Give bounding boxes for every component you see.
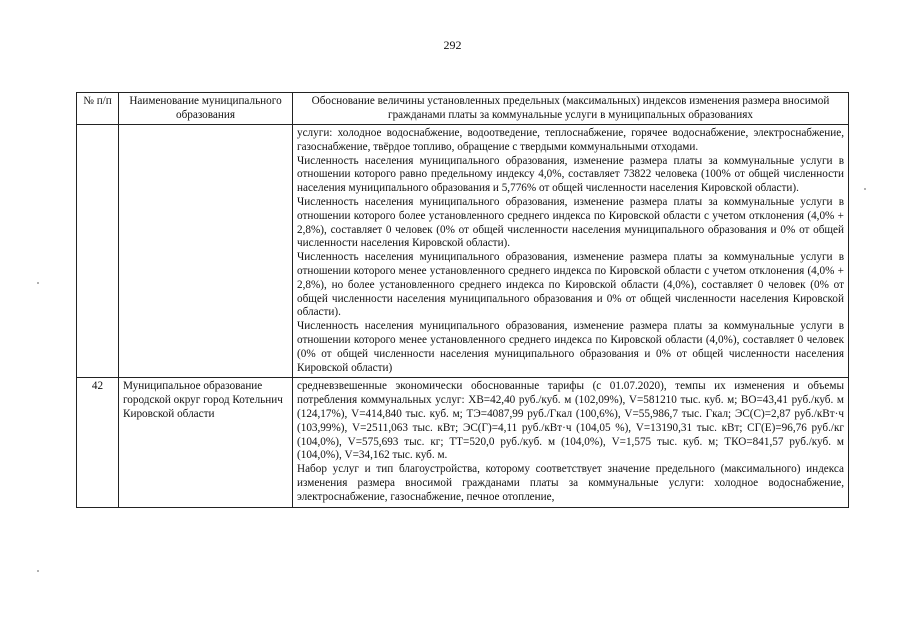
row-justification [293,378,849,507]
scan-speck [864,188,866,190]
justification-paragraph: средневзвешенные экономически обоснованные тарифы (с 01.07.2020), темпы их изменения и объемы потребления коммунальных услуг: ХВ=42,40 руб./куб. м (102,09%), V=581210 тыс. куб. м; ВО=43,41 руб./куб. м (124,17%), V=414,840 тыс. куб. м; ТЭ=4087,99 руб./Гкал (100,6%), V=55,986,7 тыс. Гкал; ЭС(С)=2,87 руб./кВт·ч (103,99%), V=2511,063 тыс. кВт; ЭС(Г)=4,11 руб./кВт·ч (104,05 %), V=13190,31 тыс. кВт; СГ(Е)=96,76 руб./кг (104,0%), V=575,693 тыс. кг; ТТ=520,0 руб./куб. м (104,0%), V=1,575 тыс. куб. м; ТКО=841,57 руб./куб. м (104,0%), V=34,162 тыс. куб. м. [297,380,844,462]
header-number: № п/п [77,93,119,125]
row-number: 42 [77,378,119,507]
header-justification: Обоснование величины установленных предельных (максимальных) индексов изменения размера вносимой гражданами платы за коммунальные услуги в муниципальных образованиях [293,93,849,125]
row-municipality-name [119,125,293,378]
header-municipality-name: Наименование муниципального образования [119,93,293,125]
scan-speck [37,570,39,572]
justification-paragraph: Численность населения муниципального образования, изменение размера платы за коммунальные услуги в отношении которого менее установленного среднего индекса по Кировской области с учетом отклонения (4,0% + 2,8%), но более установленного среднего индекса по Кировской области (4,0%), составляет 0 человек (0% от общей численности населения муниципального образования и 0% от общей численности населения Кировской области). [297,251,844,319]
row-justification [293,125,849,378]
scan-speck [37,282,39,284]
table-row [77,378,849,507]
justification-paragraph: услуги: холодное водоснабжение, водоотведение, теплоснабжение, горячее водоснабжение, электроснабжение, газоснабжение, твёрдое топливо, обращение с твердыми коммунальными отходами. [297,127,844,153]
row-number [77,125,119,378]
justification-paragraph: Численность населения муниципального образования, изменение размера платы за коммунальные услуги в отношении которого более установленного среднего индекса по Кировской области с учетом отклонения (4,0% + 2,8%), составляет 0 человек (0% от общей численности населения муниципального образования и 0% от общей численности населения Кировской области). [297,195,844,250]
justification-paragraph: Набор услуг и тип благоустройства, которому соответствует значение предельного (максимального) индекса изменения размера вносимой гражданами платы за коммунальные услуги: холодное водоснабжение, электроснабжение, газоснабжение, печное отопление, [297,463,844,503]
index-justification-table [76,92,849,508]
table-header-row [77,93,849,125]
table-row [77,125,849,378]
page-number: 292 [443,38,462,52]
justification-paragraph: Численность населения муниципального образования, изменение размера платы за коммунальные услуги в отношении которого менее установленного среднего индекса по Кировской области (4,0%), составляет 0 человек (0% от общей численности населения муниципального образования и 0% от общей численности населения Кировской области) [297,320,844,374]
justification-paragraph: Численность населения муниципального образования, изменение размера платы за коммунальные услуги в отношении которого равно предельному индексу 4,0%, составляет 73822 человека (100% от общей численности населения муниципального образования и 5,776% от общей численности населения Кировской области). [297,154,844,195]
row-municipality-name: Муниципальное образование городской округ город Котельнич Кировской области [119,378,293,507]
